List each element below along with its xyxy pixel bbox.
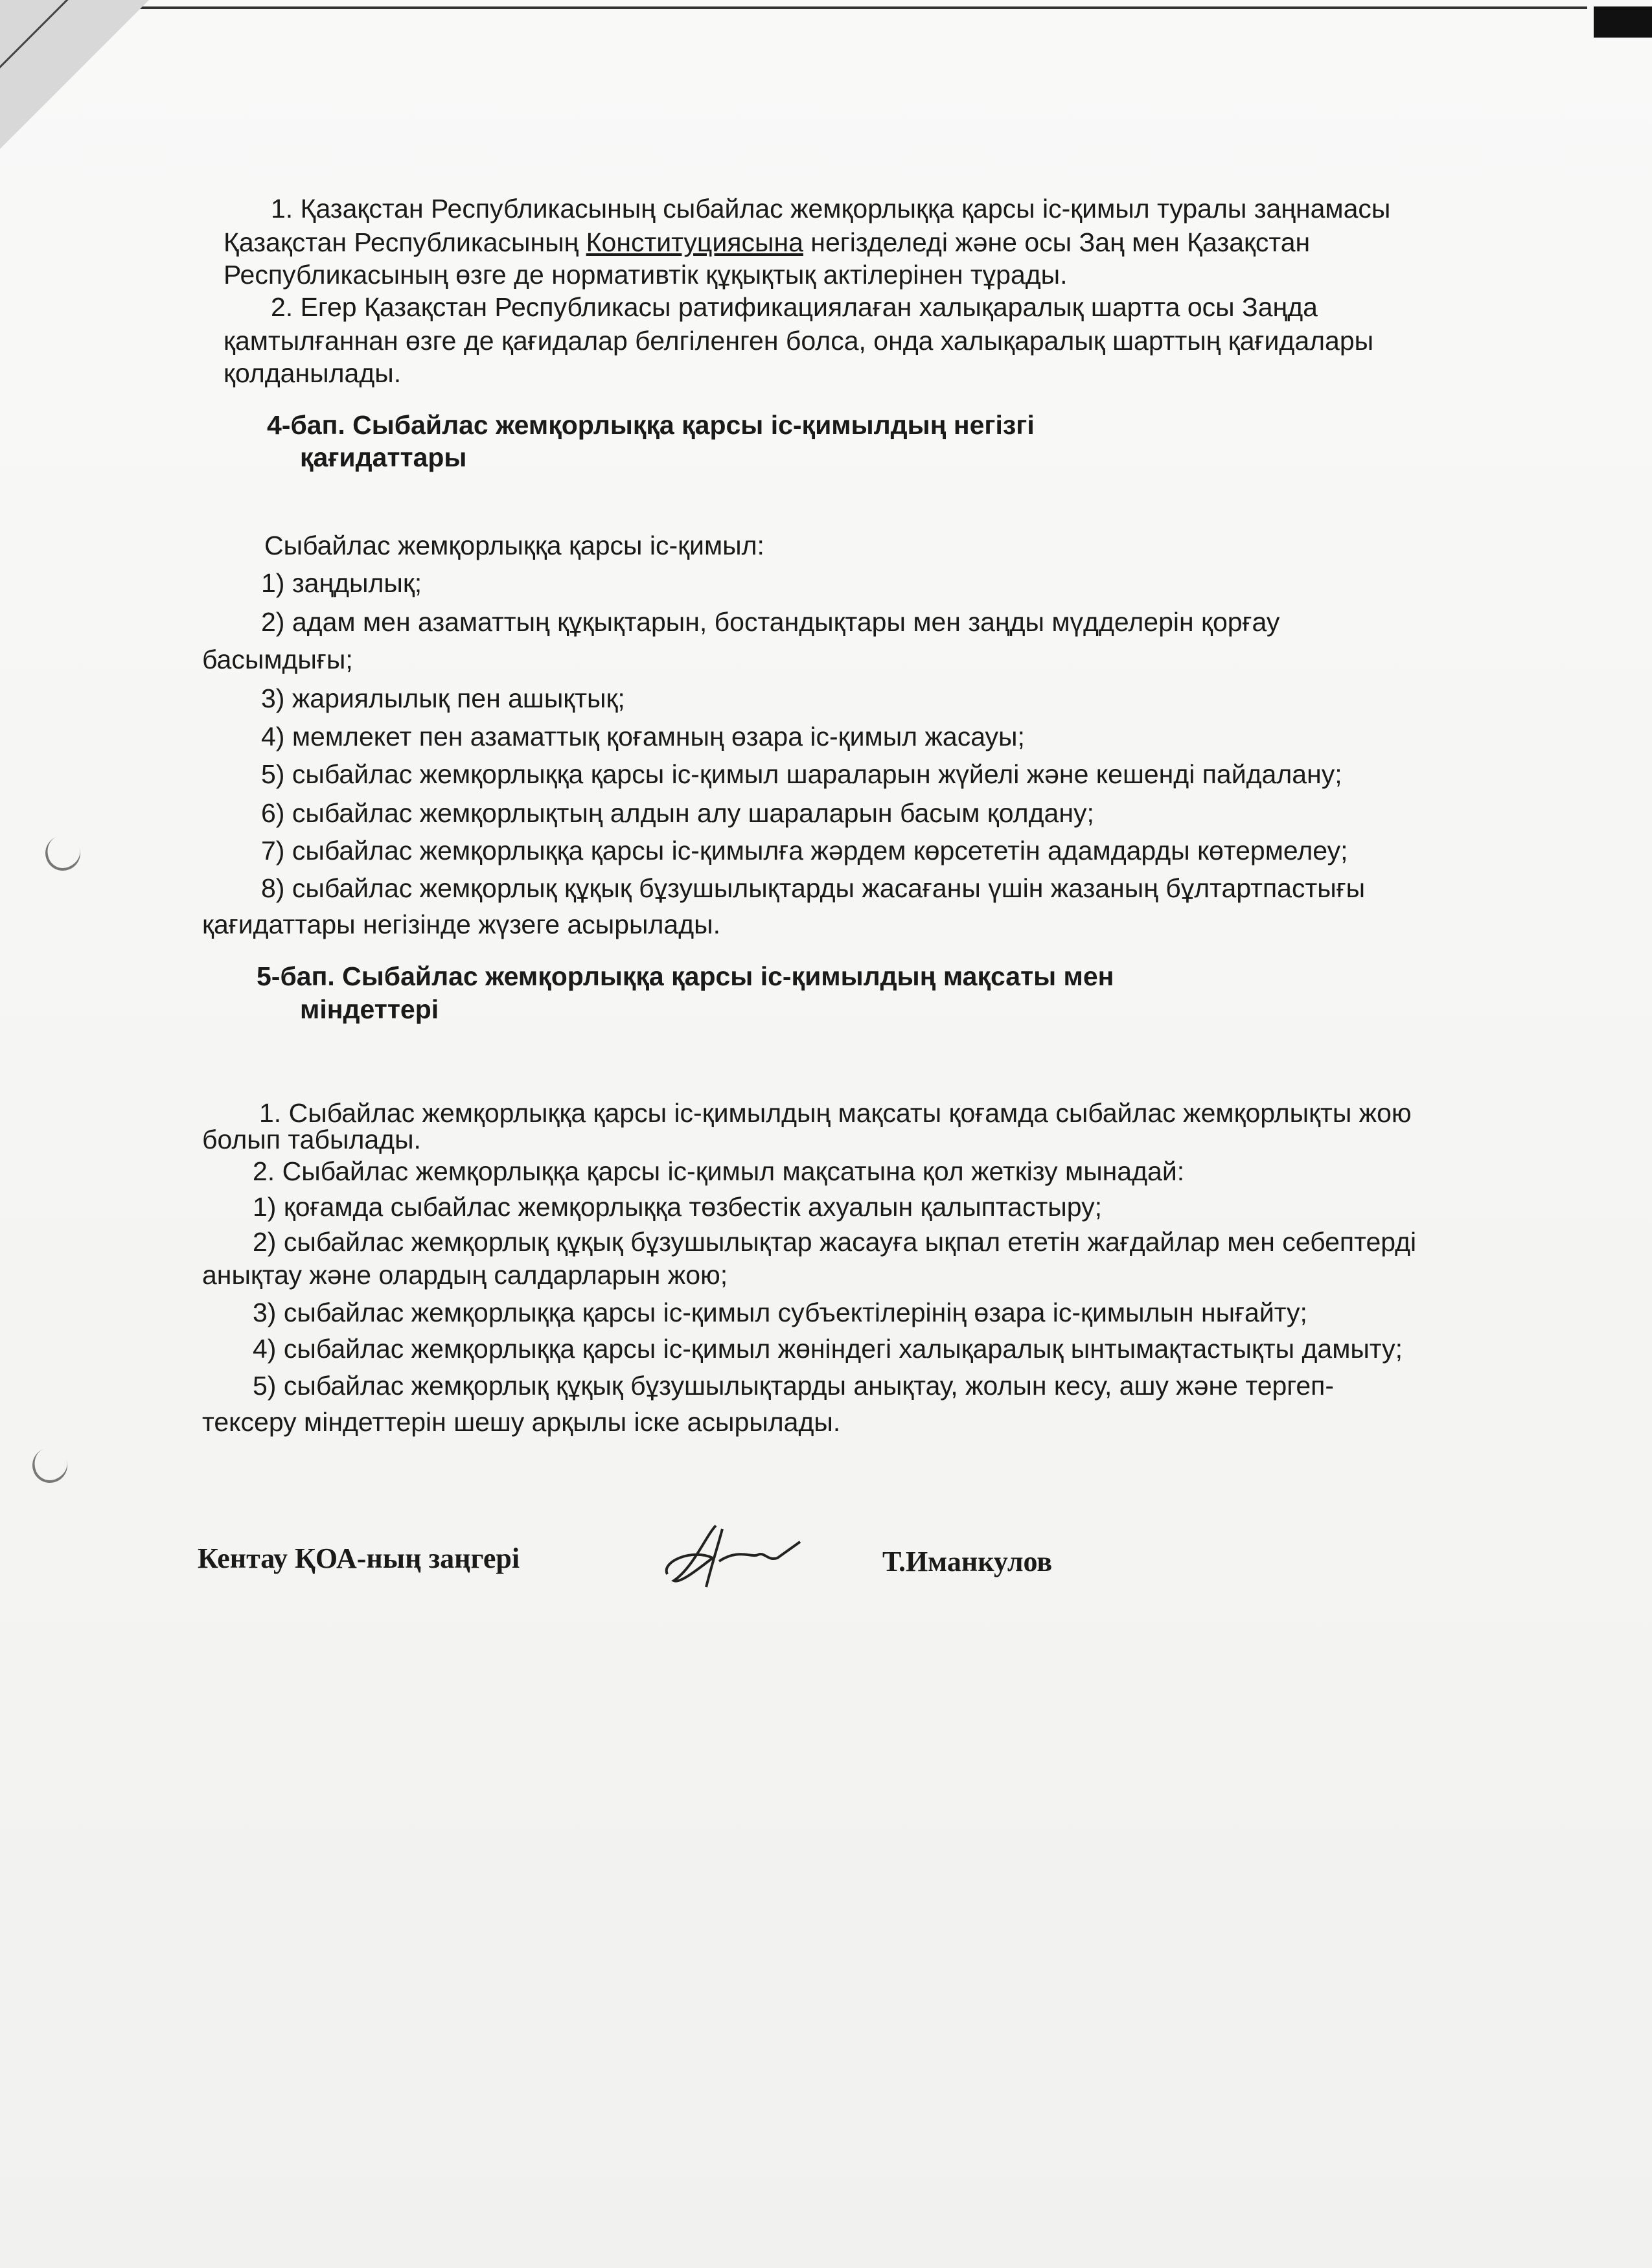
paragraph-line: 2. Егер Қазақстан Республикасы ратификациялаған халықаралық шартта осы Заңда <box>271 292 1318 322</box>
paragraph-line: Республикасының өзге де нормативтік құқықтық актілерінен тұрады. <box>224 260 1068 290</box>
list-item: 2) адам мен азаматтың құқықтарын, бостандықтары мен заңды мүдделерін қорғау <box>261 607 1280 637</box>
list-item: басымдығы; <box>202 645 353 674</box>
paragraph-line: қамтылғаннан өзге де қағидалар белгіленген болса, онда халықаралық шарттың қағидалары <box>224 326 1374 356</box>
paragraph-line: 2. Сыбайлас жемқорлыққа қарсы іс-қимыл мақсатына қол жеткізу мынадай: <box>253 1156 1185 1186</box>
paragraph-line: 1. Сыбайлас жемқорлыққа қарсы іс-қимылдың мақсаты қоғамда сыбайлас жемқорлықты жою <box>259 1098 1412 1128</box>
folded-corner <box>0 0 149 149</box>
list-item: 2) сыбайлас жемқорлық құқық бұзушылықтар жасауға ықпал ететін жағдайлар мен себептерді <box>253 1227 1417 1257</box>
signatory-name: Т.Иманкулов <box>882 1546 1053 1577</box>
list-item: анықтау және олардың салдарларын жою; <box>202 1260 728 1290</box>
article-4-intro: Сыбайлас жемқорлыққа қарсы іс-қимыл: <box>264 531 764 560</box>
list-item: 1) қоғамда сыбайлас жемқорлыққа төзбестік ахуалын қалыптастыру; <box>253 1192 1102 1222</box>
paragraph-line <box>224 227 1310 258</box>
list-item: тексеру міндеттерін шешу арқылы іске асырылады. <box>202 1407 841 1437</box>
list-item: қағидаттары негізінде жүзеге асырылады. <box>202 910 721 939</box>
list-item: 6) сыбайлас жемқорлықтың алдын алу шараларын басым қолдану; <box>261 798 1094 828</box>
list-item: 8) сыбайлас жемқорлық құқық бұзушылықтарды жасағаны үшін жазаның бұлтартпастығы <box>261 873 1366 903</box>
list-item: 1) заңдылық; <box>261 568 422 598</box>
article-5-heading: 5-бап. Сыбайлас жемқорлыққа қарсы іс-қимылдың мақсаты мен <box>257 961 1114 991</box>
paragraph-line: қолданылады. <box>224 358 402 388</box>
text: Қазақстан Республикасының <box>224 227 586 257</box>
page-edge <box>130 6 1587 9</box>
article-4-heading: 4-бап. Сыбайлас жемқорлыққа қарсы іс-қимылдың негізгі <box>267 410 1035 440</box>
handwritten-signature <box>654 1522 810 1594</box>
article-5-heading-cont: міндеттері <box>300 994 439 1024</box>
list-item: 3) жариялылық пен ашықтық; <box>261 683 625 713</box>
list-item: 7) сыбайлас жемқорлыққа қарсы іс-қимылға жәрдем көрсететін адамдарды көтермелеу; <box>261 836 1348 865</box>
constitution-link[interactable]: Конституциясына <box>586 227 803 257</box>
signatory-position: Кентау ҚОА-ның заңгері <box>198 1542 520 1574</box>
scan-artifact <box>1594 6 1652 38</box>
paragraph-line: 1. Қазақстан Республикасының сыбайлас жемқорлыққа қарсы іс-қимыл туралы заңнамасы <box>271 194 1391 223</box>
list-item: 4) мемлекет пен азаматтық қоғамның өзара іс-қимыл жасауы; <box>261 722 1025 751</box>
text: негізделеді және осы Заң мен Қазақстан <box>803 227 1311 257</box>
list-item: 4) сыбайлас жемқорлыққа қарсы іс-қимыл жөніндегі халықаралық ынтымақтастықты дамыту; <box>253 1334 1403 1364</box>
list-item: 3) сыбайлас жемқорлыққа қарсы іс-қимыл субъектілерінің өзара іс-қимылын нығайту; <box>253 1298 1307 1327</box>
list-item: 5) сыбайлас жемқорлыққа қарсы іс-қимыл шараларын жүйелі және кешенді пайдалану; <box>261 759 1342 789</box>
paragraph-line: болып табылады. <box>202 1125 421 1154</box>
article-4-heading-cont: қағидаттары <box>300 442 467 472</box>
punch-hole-mark <box>40 830 85 875</box>
punch-hole-mark <box>27 1443 72 1487</box>
list-item: 5) сыбайлас жемқорлық құқық бұзушылықтарды анықтау, жолын кесу, ашу және тергеп- <box>253 1371 1335 1401</box>
